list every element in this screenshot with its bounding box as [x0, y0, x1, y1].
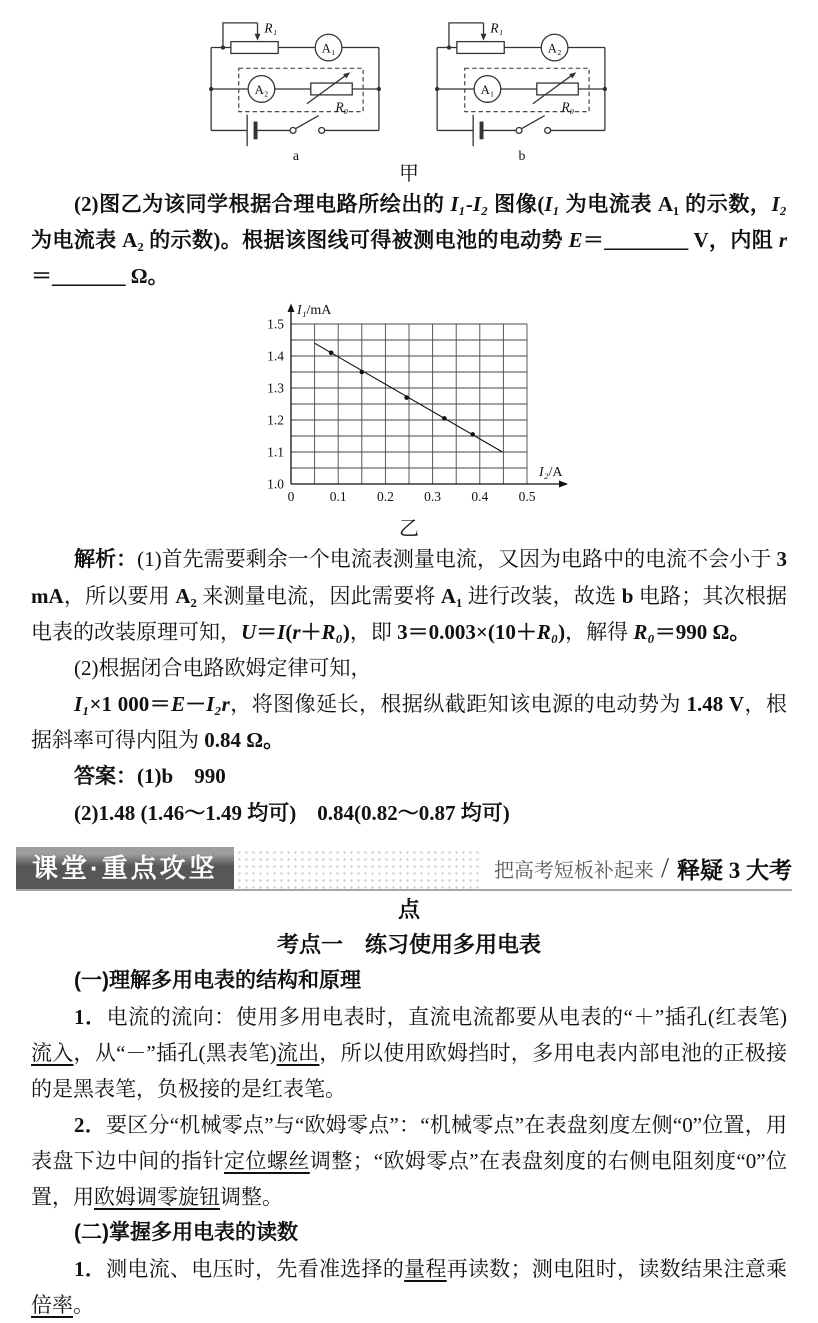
svg-text:0.4: 0.4	[471, 489, 489, 504]
banner-subtitle	[480, 847, 792, 889]
kaodian-paragraph-3: 1．测电流、电压时，先看准选择的量程再读数；测电阻时，读数结果注意乘倍率。	[31, 1257, 788, 1317]
kaodian-title: 考点一 练习使用多用电表	[276, 932, 541, 957]
switch-contact	[290, 127, 296, 133]
switch-lever	[522, 116, 545, 129]
r0-arrowhead	[569, 72, 576, 78]
svg-text:0.2: 0.2	[376, 489, 394, 504]
svg-text:I₂/A: I₂/A	[539, 465, 563, 480]
svg-text:1.0: 1.0	[267, 476, 284, 492]
subfigure-b-label: b	[518, 148, 526, 162]
circuit-b-diagram	[427, 12, 617, 162]
rheostat-r1	[231, 42, 278, 54]
banner-wrap-char: 点	[397, 897, 420, 922]
kaodian-subheading-2: (二)掌握多用电表的读数	[74, 1221, 299, 1244]
wiper-arrow	[481, 34, 487, 41]
banner-slash: /	[660, 851, 669, 884]
chart-yi-figure	[31, 300, 787, 541]
r1-label: R₁	[490, 20, 504, 36]
resistor-r0	[537, 83, 578, 95]
switch-contact	[319, 127, 325, 133]
switch-lever	[296, 116, 319, 129]
kaodian-subheading-1: (一)理解多用电表的结构和原理	[74, 969, 362, 992]
junction-dot	[447, 45, 451, 49]
switch-contact	[545, 127, 551, 133]
junction-dot	[221, 45, 225, 49]
circuit-wires	[211, 20, 379, 131]
r0-label: R₀	[335, 99, 349, 115]
svg-text:0: 0	[287, 489, 295, 504]
answer-paragraph-2: (2)1.48 (1.46～1.49 均可) 0.84(0.82～0.87 均可)	[74, 801, 510, 825]
answer-paragraph-1: 答案：(1)b 990	[74, 764, 226, 788]
svg-text:1.4: 1.4	[267, 348, 284, 364]
svg-text:I₁/mA: I₁/mA	[297, 303, 332, 318]
section-title-box	[16, 847, 234, 889]
svg-text:0.1: 0.1	[329, 489, 347, 504]
r1-label: R₁	[264, 20, 278, 36]
junction-dot	[377, 87, 381, 91]
svg-text:0.3: 0.3	[424, 489, 442, 504]
section-title: 课堂·重点攻坚	[32, 853, 218, 883]
figure-jia-caption: 甲	[399, 163, 419, 185]
svg-text:1.3: 1.3	[267, 380, 284, 396]
chart-yi-caption: 乙	[399, 518, 419, 540]
kaodian-paragraph-1: 1．电流的流向：使用多用电表时，直流电流都要从电表的“＋”插孔(红表笔)流入，从“－”插孔(黑表笔)流出，所以使用欧姆挡时，多用电表内部电池的正极接的是黑表笔，负极接的是红表笔。	[31, 1005, 788, 1101]
analysis-paragraph-2: (2)根据闭合电路欧姆定律可知，	[74, 656, 372, 680]
svg-text:1.2: 1.2	[267, 412, 284, 428]
rheostat-r1	[457, 42, 504, 54]
question-paragraph: (2)图乙为该同学根据合理电路所绘出的 I₁-I₂ 图像(I₁ 为电流表 A₁ 的示数，I₂ 为电流表 A₂ 的示数)。根据该图线可得被测电池的电动势 E＝________ V，内阻 r＝_______ Ω。	[31, 192, 788, 288]
analysis-paragraph-1: 解析：(1)首先需要剩余一个电流表测量电流，又因为电路中的电流不会小于 3 mA，所以要用 A₂ 来测量电流，因此需要将 A₁ 进行改装，故选 b 电路；其次根据电表的改装原理可知，U＝I(r＋R₀)，即 3＝0.003×(10＋R₀)，解得 R₀＝990 Ω。	[31, 547, 788, 644]
circuit-a-diagram	[201, 12, 391, 162]
r0-label: R₀	[561, 99, 575, 115]
banner-subtitle-right: 释疑 3 大考	[677, 857, 792, 883]
banner-dots-pattern	[234, 847, 792, 889]
chart-yi	[247, 300, 571, 512]
circuit-wires	[437, 20, 605, 131]
subfigure-a-label: a	[292, 148, 300, 162]
r0-arrowhead	[343, 72, 350, 78]
junction-dot	[603, 87, 607, 91]
wiper-arrow	[255, 34, 261, 41]
resistor-r0	[311, 83, 352, 95]
figure-jia	[0, 0, 818, 162]
ammeter-box-label: A₁	[480, 82, 495, 97]
svg-text:0.5: 0.5	[518, 489, 536, 504]
banner-subtitle-left: 把高考短板补起来	[493, 859, 654, 882]
switch-contact	[516, 127, 522, 133]
section-banner	[16, 847, 792, 891]
ammeter-top-label: A₂	[547, 41, 562, 56]
junction-dot	[435, 87, 439, 91]
ammeter-top-label: A₁	[321, 41, 336, 56]
svg-text:1.1: 1.1	[267, 444, 284, 460]
junction-dot	[209, 87, 213, 91]
analysis-paragraph-3: I₁×1 000＝E－I₂r，将图像延长，根据纵截距知该电源的电动势为 1.48 V，根据斜率可得内阻为 0.84 Ω。	[31, 692, 788, 752]
svg-text:1.5: 1.5	[267, 316, 284, 332]
ammeter-box-label: A₂	[254, 82, 269, 97]
kaodian-paragraph-2: 2．要区分“机械零点”与“欧姆零点”：“机械零点”在表盘刻度左侧“0”位置，用表盘下边中间的指针定位螺丝调整；“欧姆零点”在表盘刻度的右侧电阻刻度“0”位置，用欧姆调零旋钮调整。	[31, 1113, 787, 1209]
